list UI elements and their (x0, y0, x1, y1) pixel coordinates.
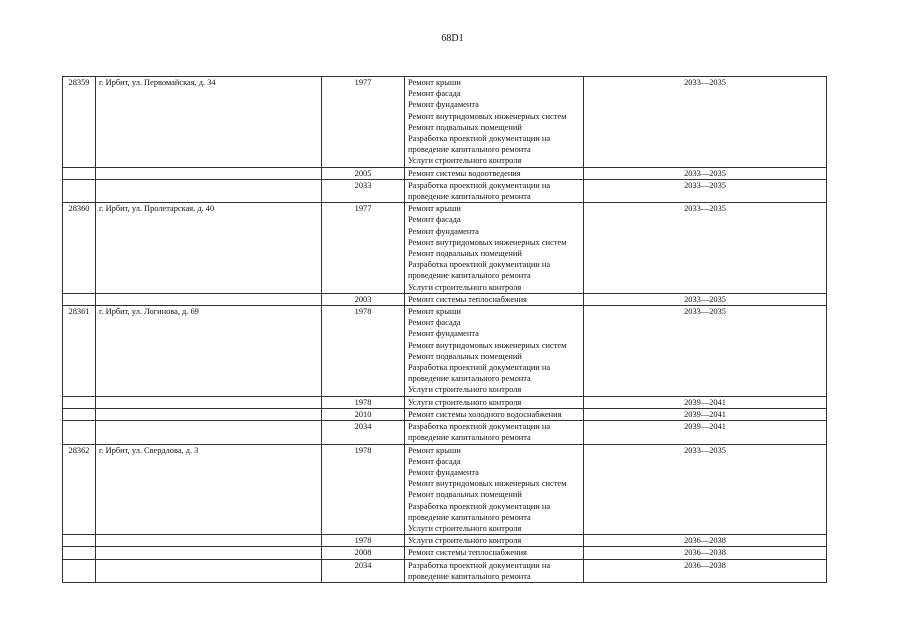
period-cell: 2036—2038 (584, 547, 827, 559)
year-cell: 2033 (322, 179, 405, 202)
work-item: Ремонт системы теплоснабжения (408, 548, 527, 558)
work-list (405, 421, 584, 444)
work-list (405, 179, 584, 202)
period-cell: 2033—2035 (584, 306, 827, 397)
work-list (405, 293, 584, 305)
building-address: г. Ирбит, ул. Логинова, д. 69 (96, 306, 322, 397)
work-item: проведение капитального ремонта (408, 145, 531, 155)
work-list (405, 559, 584, 582)
work-item: Ремонт фасада (408, 456, 461, 466)
work-item: Услуги строительного контроля (408, 536, 522, 546)
work-item: Ремонт крыши (408, 204, 461, 214)
work-item: проведение капитального ремонта (408, 512, 531, 522)
year-cell: 2034 (322, 421, 405, 444)
building-address (96, 559, 322, 582)
building-address (96, 535, 322, 547)
period-cell: 2033—2035 (584, 179, 827, 202)
building-address (96, 167, 322, 179)
work-item: Разработка проектной документации на (408, 134, 551, 144)
building-id (63, 535, 96, 547)
work-list (405, 444, 584, 535)
work-list (405, 396, 584, 408)
work-item: Ремонт фасада (408, 215, 461, 225)
building-address (96, 293, 322, 305)
building-row (63, 306, 827, 397)
building-address: г. Ирбит, ул. Пролетарская, д. 40 (96, 203, 322, 294)
building-row (63, 77, 827, 168)
repair-schedule-table (62, 76, 827, 583)
building-row (63, 444, 827, 535)
building-subrow (63, 179, 827, 202)
work-item: Услуги строительного контроля (408, 156, 522, 166)
year-cell: 1978 (322, 535, 405, 547)
work-item: Разработка проектной документации на (408, 422, 551, 432)
work-list (405, 306, 584, 397)
work-item: Услуги строительного контроля (408, 397, 522, 407)
building-row (63, 203, 827, 294)
building-subrow (63, 293, 827, 305)
building-id (63, 179, 96, 202)
period-cell: 2033—2035 (584, 203, 827, 294)
building-subrow (63, 559, 827, 582)
work-list (405, 77, 584, 168)
work-item: Ремонт фундамента (408, 100, 479, 110)
year-cell: 2034 (322, 559, 405, 582)
work-item: проведение капитального ремонта (408, 192, 531, 202)
period-cell: 2033—2035 (584, 293, 827, 305)
building-subrow (63, 547, 827, 559)
building-address (96, 179, 322, 202)
building-address (96, 547, 322, 559)
building-address: г. Ирбит, ул. Свердлова, д. 3 (96, 444, 322, 535)
building-id (63, 547, 96, 559)
year-cell: 1977 (322, 77, 405, 168)
work-item: Ремонт крыши (408, 445, 461, 455)
work-item: Ремонт системы холодного водоснабжения (408, 409, 562, 419)
building-subrow (63, 167, 827, 179)
building-subrow (63, 535, 827, 547)
building-id (63, 167, 96, 179)
work-item: Услуги строительного контроля (408, 385, 522, 395)
work-item: Услуги строительного контроля (408, 282, 522, 292)
building-id (63, 396, 96, 408)
work-item: Разработка проектной документации на (408, 260, 551, 270)
work-item: Разработка проектной документации на (408, 180, 551, 190)
work-item: Ремонт подвальных помещений (408, 351, 522, 361)
building-id: 28359 (63, 77, 96, 168)
period-cell: 2039—2041 (584, 421, 827, 444)
work-item: Ремонт подвальных помещений (408, 490, 522, 500)
building-address (96, 396, 322, 408)
building-id: 28361 (63, 306, 96, 397)
work-item: проведение капитального ремонта (408, 374, 531, 384)
work-item: Ремонт системы теплоснабжения (408, 294, 527, 304)
year-cell: 2008 (322, 547, 405, 559)
building-id: 28362 (63, 444, 96, 535)
building-id (63, 559, 96, 582)
work-item: Ремонт внутридомовых инженерных систем (408, 111, 567, 121)
work-item: Ремонт фасада (408, 89, 461, 99)
period-cell: 2033—2035 (584, 77, 827, 168)
year-cell: 1977 (322, 203, 405, 294)
work-item: Услуги строительного контроля (408, 523, 522, 533)
work-item: Разработка проектной документации на (408, 501, 551, 511)
building-subrow (63, 408, 827, 420)
building-address: г. Ирбит, ул. Первомайская, д. 34 (96, 77, 322, 168)
year-cell: 1978 (322, 306, 405, 397)
building-id: 28360 (63, 203, 96, 294)
work-list (405, 535, 584, 547)
repair-schedule-body (63, 77, 827, 583)
year-cell: 2010 (322, 408, 405, 420)
year-cell: 2005 (322, 167, 405, 179)
period-cell: 2033—2035 (584, 167, 827, 179)
building-id (63, 408, 96, 420)
building-subrow (63, 421, 827, 444)
building-subrow (63, 396, 827, 408)
period-cell: 2033—2035 (584, 444, 827, 535)
work-item: Ремонт внутридомовых инженерных систем (408, 340, 567, 350)
work-item: Ремонт фундамента (408, 467, 479, 477)
period-cell: 2036—2038 (584, 535, 827, 547)
period-cell: 2039—2041 (584, 408, 827, 420)
work-item: Ремонт подвальных помещений (408, 122, 522, 132)
building-address (96, 408, 322, 420)
work-item: Ремонт системы водоотведения (408, 168, 521, 178)
work-item: Ремонт фундамента (408, 226, 479, 236)
work-item: Ремонт фундамента (408, 329, 479, 339)
work-item: проведение капитального ремонта (408, 271, 531, 281)
building-id (63, 293, 96, 305)
work-item: Ремонт внутридомовых инженерных систем (408, 237, 567, 247)
period-cell: 2039—2041 (584, 396, 827, 408)
work-item: Ремонт подвальных помещений (408, 249, 522, 259)
year-cell: 2003 (322, 293, 405, 305)
work-list (405, 167, 584, 179)
work-item: Ремонт внутридомовых инженерных систем (408, 479, 567, 489)
page-number: 68D1 (441, 33, 464, 44)
work-item: Разработка проектной документации на (408, 560, 551, 570)
year-cell: 1978 (322, 444, 405, 535)
period-cell: 2036—2038 (584, 559, 827, 582)
work-list (405, 408, 584, 420)
building-id (63, 421, 96, 444)
work-item: Разработка проектной документации на (408, 363, 551, 373)
work-list (405, 547, 584, 559)
work-item: проведение капитального ремонта (408, 433, 531, 443)
work-item: Ремонт крыши (408, 307, 461, 317)
year-cell: 1978 (322, 396, 405, 408)
work-item: Ремонт фасада (408, 318, 461, 328)
building-address (96, 421, 322, 444)
work-item: Ремонт крыши (408, 78, 461, 87)
work-list (405, 203, 584, 294)
work-item: проведение капитального ремонта (408, 571, 531, 581)
